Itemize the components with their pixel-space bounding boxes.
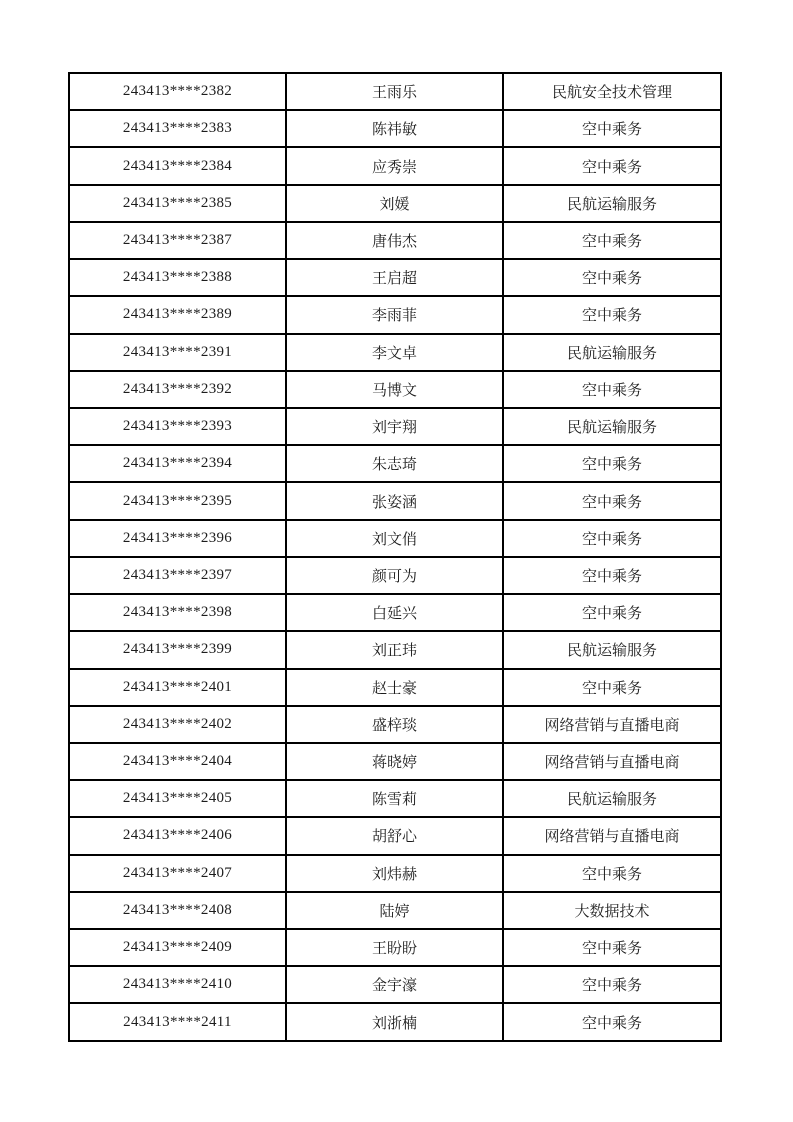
candidate-name-cell: 颜可为 xyxy=(286,557,503,594)
table-row xyxy=(69,445,721,482)
table-row xyxy=(69,408,721,445)
table-row xyxy=(69,557,721,594)
major-cell: 民航安全技术管理 xyxy=(503,73,721,110)
table-row xyxy=(69,371,721,408)
table-row xyxy=(69,1003,721,1041)
candidate-name-cell: 白延兴 xyxy=(286,594,503,631)
major-cell: 空中乘务 xyxy=(503,222,721,259)
candidate-id-cell: 243413****2389 xyxy=(69,296,286,333)
candidate-name-cell: 金宇濠 xyxy=(286,966,503,1003)
candidate-name-cell: 陈祎敏 xyxy=(286,110,503,147)
candidate-id-cell: 243413****2401 xyxy=(69,669,286,706)
candidate-name-cell: 陈雪莉 xyxy=(286,780,503,817)
candidate-name-cell: 王雨乐 xyxy=(286,73,503,110)
major-cell: 民航运输服务 xyxy=(503,780,721,817)
candidate-name-cell: 王启超 xyxy=(286,259,503,296)
candidate-name-cell: 赵士豪 xyxy=(286,669,503,706)
candidate-id-cell: 243413****2399 xyxy=(69,631,286,668)
candidate-name-cell: 刘媛 xyxy=(286,185,503,222)
candidate-id-cell: 243413****2388 xyxy=(69,259,286,296)
major-cell: 空中乘务 xyxy=(503,482,721,519)
major-cell: 空中乘务 xyxy=(503,1003,721,1041)
candidate-id-cell: 243413****2384 xyxy=(69,147,286,184)
table-row xyxy=(69,334,721,371)
major-cell: 空中乘务 xyxy=(503,110,721,147)
table-row xyxy=(69,855,721,892)
table-row xyxy=(69,780,721,817)
table-row xyxy=(69,259,721,296)
table-row xyxy=(69,222,721,259)
candidate-id-cell: 243413****2409 xyxy=(69,929,286,966)
major-cell: 网络营销与直播电商 xyxy=(503,817,721,854)
table-row xyxy=(69,147,721,184)
candidate-name-cell: 蒋晓婷 xyxy=(286,743,503,780)
candidate-id-cell: 243413****2383 xyxy=(69,110,286,147)
major-cell: 空中乘务 xyxy=(503,520,721,557)
table-row xyxy=(69,669,721,706)
candidate-name-cell: 朱志琦 xyxy=(286,445,503,482)
candidate-id-cell: 243413****2407 xyxy=(69,855,286,892)
major-cell: 网络营销与直播电商 xyxy=(503,706,721,743)
table-row xyxy=(69,520,721,557)
major-cell: 民航运输服务 xyxy=(503,334,721,371)
candidate-id-cell: 243413****2385 xyxy=(69,185,286,222)
candidate-id-cell: 243413****2402 xyxy=(69,706,286,743)
candidate-name-cell: 马博文 xyxy=(286,371,503,408)
major-cell: 网络营销与直播电商 xyxy=(503,743,721,780)
candidate-name-cell: 胡舒心 xyxy=(286,817,503,854)
candidate-id-cell: 243413****2391 xyxy=(69,334,286,371)
major-cell: 空中乘务 xyxy=(503,669,721,706)
candidate-id-cell: 243413****2393 xyxy=(69,408,286,445)
candidate-id-cell: 243413****2410 xyxy=(69,966,286,1003)
candidate-name-cell: 王盼盼 xyxy=(286,929,503,966)
candidate-name-cell: 张姿涵 xyxy=(286,482,503,519)
major-cell: 民航运输服务 xyxy=(503,408,721,445)
candidate-id-cell: 243413****2397 xyxy=(69,557,286,594)
candidate-name-cell: 刘炜赫 xyxy=(286,855,503,892)
major-cell: 民航运输服务 xyxy=(503,185,721,222)
table-row xyxy=(69,892,721,929)
candidate-name-cell: 刘文俏 xyxy=(286,520,503,557)
candidate-name-cell: 李雨菲 xyxy=(286,296,503,333)
candidate-id-cell: 243413****2382 xyxy=(69,73,286,110)
table-row xyxy=(69,482,721,519)
major-cell: 空中乘务 xyxy=(503,855,721,892)
table-row xyxy=(69,706,721,743)
candidate-id-cell: 243413****2411 xyxy=(69,1003,286,1041)
candidate-id-cell: 243413****2392 xyxy=(69,371,286,408)
table-row xyxy=(69,185,721,222)
candidate-id-cell: 243413****2408 xyxy=(69,892,286,929)
major-cell: 空中乘务 xyxy=(503,445,721,482)
candidate-id-cell: 243413****2398 xyxy=(69,594,286,631)
major-cell: 空中乘务 xyxy=(503,557,721,594)
candidate-roster-table xyxy=(68,72,722,1042)
table-row xyxy=(69,743,721,780)
candidate-id-cell: 243413****2395 xyxy=(69,482,286,519)
table-row xyxy=(69,110,721,147)
major-cell: 空中乘务 xyxy=(503,147,721,184)
candidate-name-cell: 盛梓琰 xyxy=(286,706,503,743)
major-cell: 民航运输服务 xyxy=(503,631,721,668)
candidate-name-cell: 刘浙楠 xyxy=(286,1003,503,1041)
table-row xyxy=(69,631,721,668)
candidate-name-cell: 应秀崇 xyxy=(286,147,503,184)
major-cell: 空中乘务 xyxy=(503,296,721,333)
major-cell: 空中乘务 xyxy=(503,966,721,1003)
major-cell: 空中乘务 xyxy=(503,929,721,966)
candidate-id-cell: 243413****2404 xyxy=(69,743,286,780)
candidate-id-cell: 243413****2406 xyxy=(69,817,286,854)
table-row xyxy=(69,929,721,966)
candidate-name-cell: 刘宇翔 xyxy=(286,408,503,445)
major-cell: 大数据技术 xyxy=(503,892,721,929)
table-row xyxy=(69,594,721,631)
table-row xyxy=(69,966,721,1003)
major-cell: 空中乘务 xyxy=(503,259,721,296)
candidate-name-cell: 唐伟杰 xyxy=(286,222,503,259)
table-row xyxy=(69,817,721,854)
candidate-name-cell: 李文卓 xyxy=(286,334,503,371)
candidate-id-cell: 243413****2405 xyxy=(69,780,286,817)
candidate-id-cell: 243413****2396 xyxy=(69,520,286,557)
candidate-name-cell: 刘正玮 xyxy=(286,631,503,668)
major-cell: 空中乘务 xyxy=(503,371,721,408)
candidate-id-cell: 243413****2387 xyxy=(69,222,286,259)
table-row xyxy=(69,73,721,110)
table-row xyxy=(69,296,721,333)
major-cell: 空中乘务 xyxy=(503,594,721,631)
candidate-name-cell: 陆婷 xyxy=(286,892,503,929)
candidate-id-cell: 243413****2394 xyxy=(69,445,286,482)
